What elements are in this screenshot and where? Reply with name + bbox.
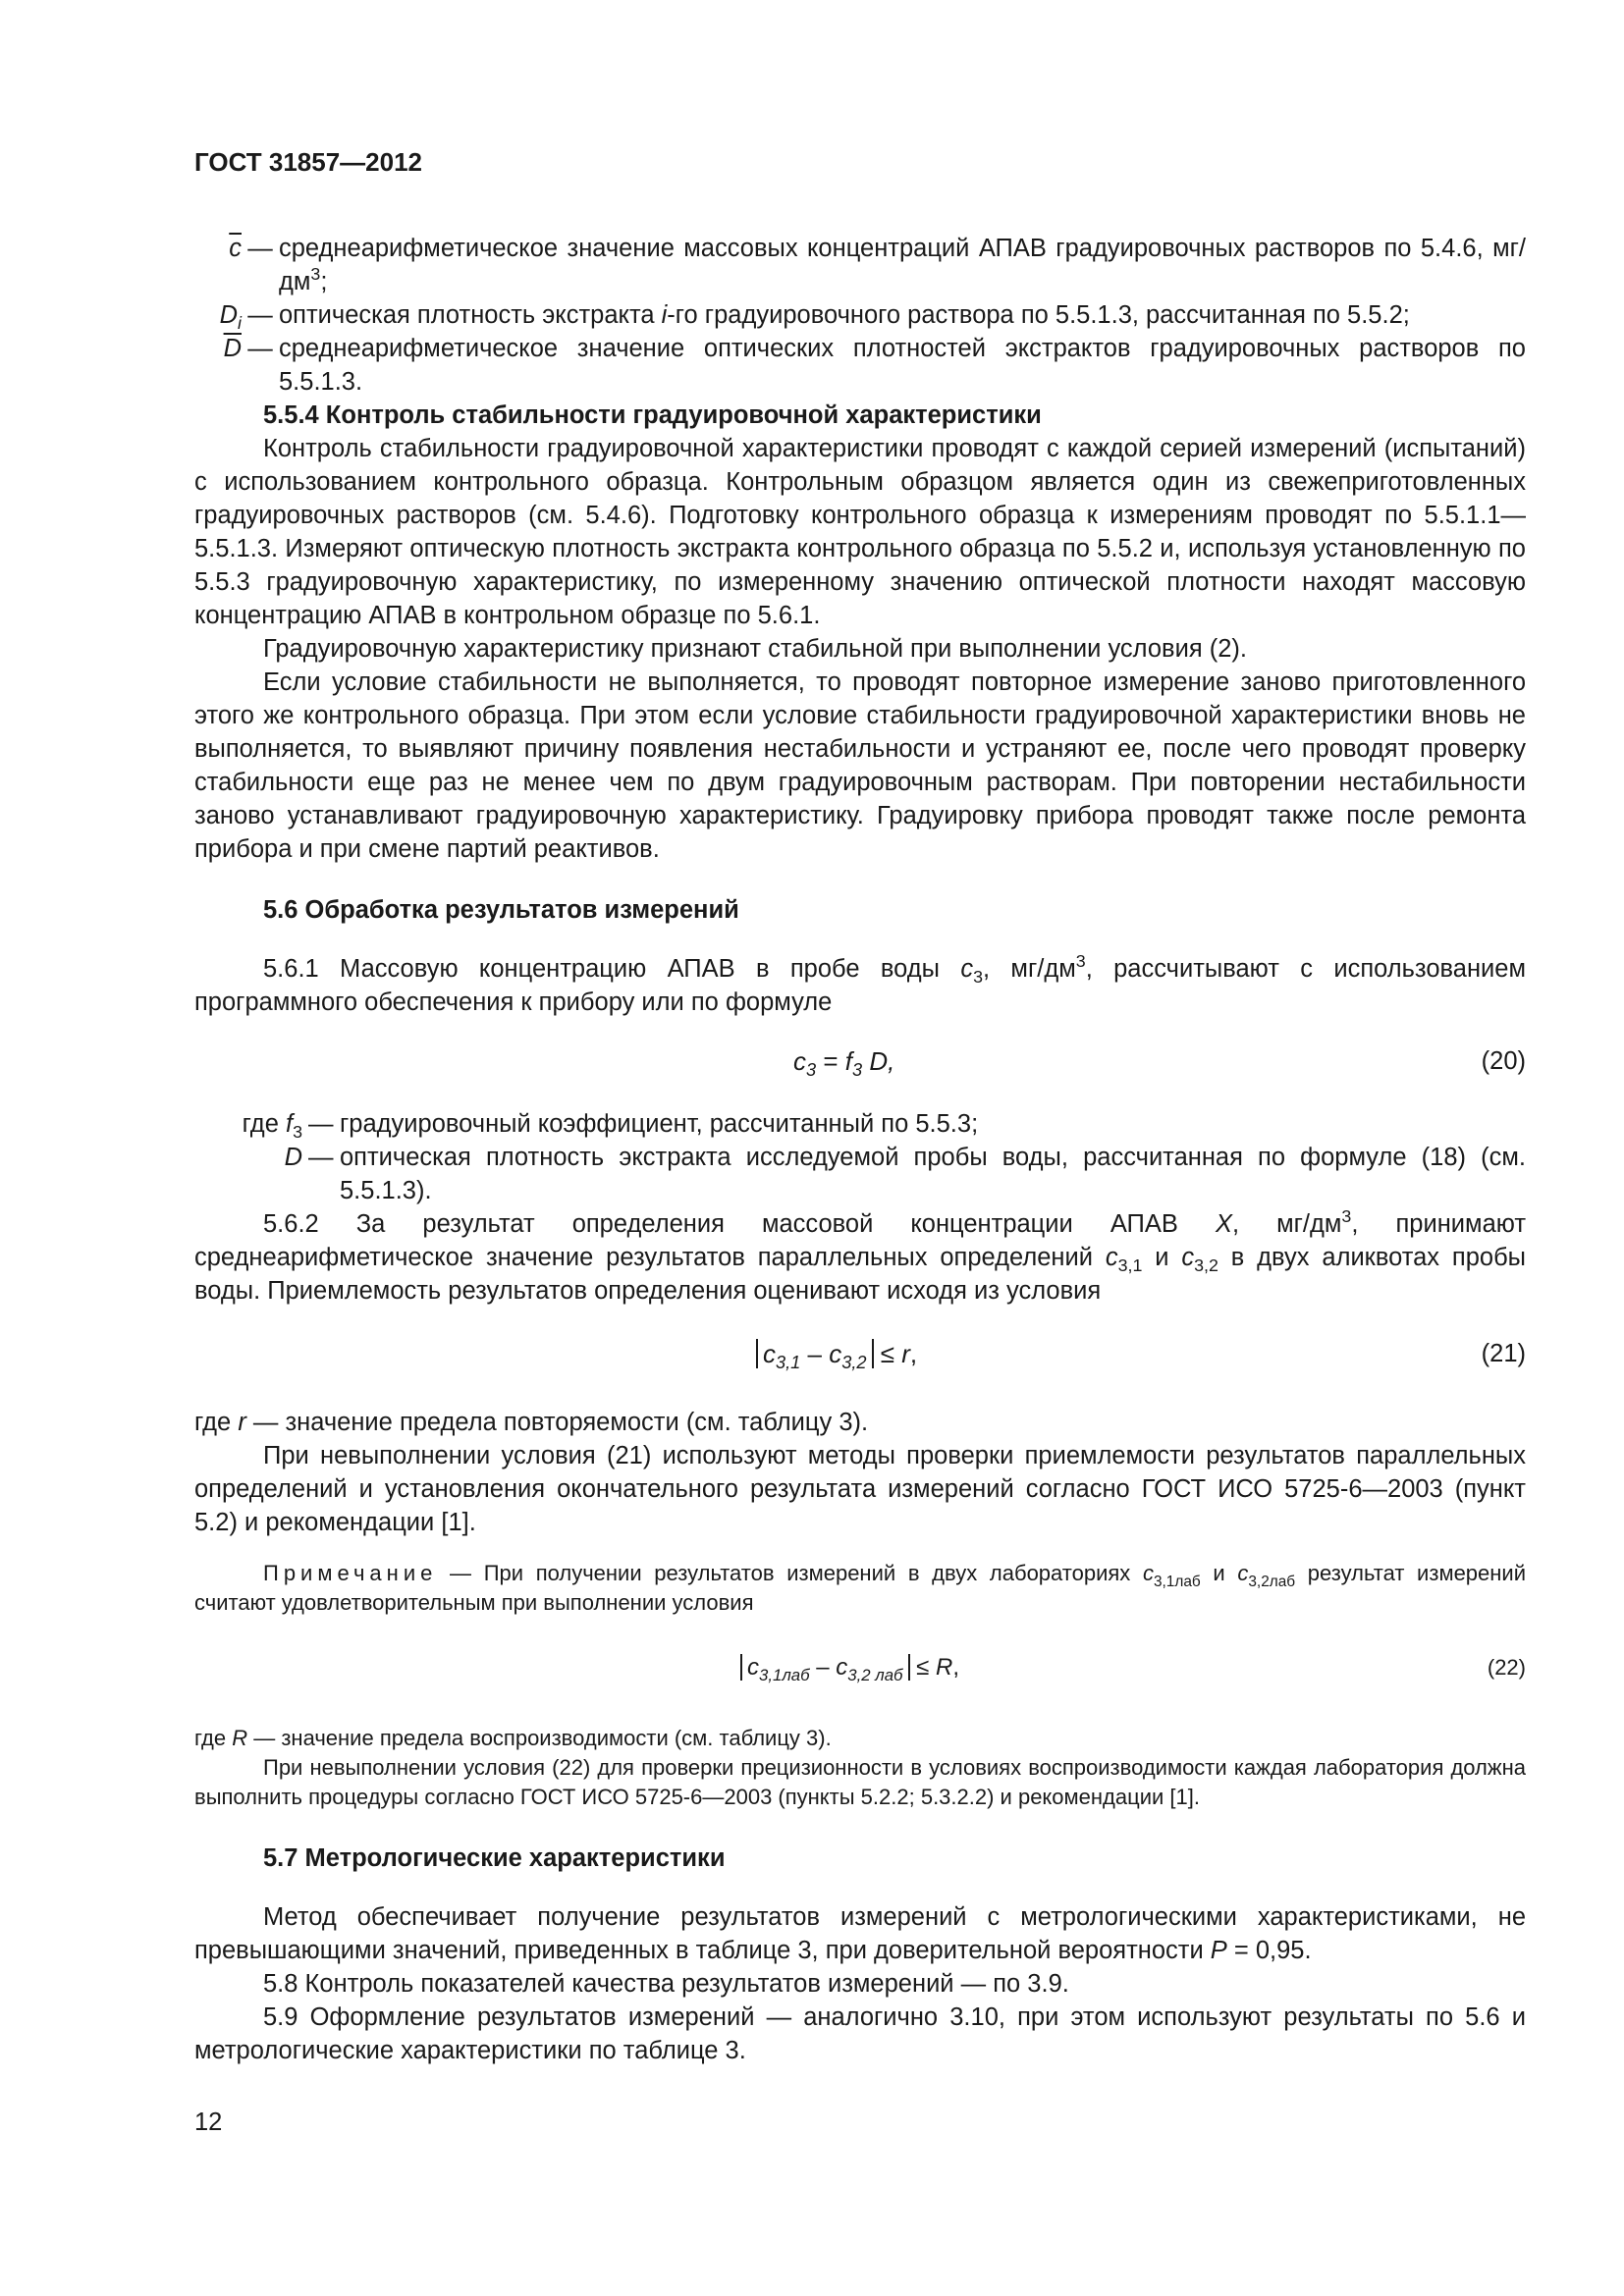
symbol-c-bar: $\overline{c}$ xyxy=(229,235,242,262)
formula-expression: $c_3 = f_3$ D, xyxy=(793,1046,895,1080)
paragraph-5-8: 5.8 Контроль показателей качества результатов измерений — по 3.9. xyxy=(263,1970,1069,1998)
formula-number: (21) xyxy=(1481,1340,1526,1367)
formula-22 xyxy=(194,1618,1526,1724)
formula-expression: $c_{3,1} - c_{3,2} \le r$, xyxy=(756,1337,917,1370)
formula-21 xyxy=(194,1308,1526,1406)
where-r: где r — значение предела повторяемости (см. таблицу 3). xyxy=(194,1409,869,1436)
page-number: 12 xyxy=(194,2109,223,2136)
dash: — xyxy=(308,1110,334,1138)
formula-number: (20) xyxy=(1481,1047,1526,1075)
paragraph-5-6-1: 5.6.1 Массовую концентрацию АПАВ в пробе воды $c_3$, $мг/дм^3$, рассчитывают с использованием программного обеспечения к прибору или по формуле xyxy=(194,951,1526,1016)
formula-number: (22) xyxy=(1487,1655,1526,1680)
paragraph: Если условие стабильности не выполняется, то проводят повторное измерение заново приготовленного этого же контрольного образца. При этом если условие стабильности градуировочной характеристики вновь не выполняется, то выявляют причину появления нестабильности и устраняют ее, после чего проводят проверку стабильности еще раз не менее чем по двум градуировочным растворам. При повторении нестабильности заново устанавливают градуировочную характеристику. Градуировку прибора проводят также после ремонта прибора и при смене партий реактивов. xyxy=(194,668,1526,863)
definitions-list xyxy=(194,232,1526,399)
section-heading-5-6: 5.6 Обработка результатов измерений xyxy=(263,896,739,924)
definition-d-bar: среднеарифметическое значение оптических плотностей экстрактов градуировочных растворов по 5.5.1.3. xyxy=(279,335,1526,396)
symbol-di: $D_i$ xyxy=(219,301,242,333)
note-paragraph: Примечание — При получении результатов измерений в двух лабораториях $c_{3,1лаб}$ и $c_{3,2лаб}$ результат измерений считают удовлетворительным при выполнении условия xyxy=(194,1561,1526,1615)
where-R: где R — значение предела воспроизводимости (см. таблицу 3). xyxy=(194,1726,832,1750)
where-text-d: оптическая плотность экстракта исследуемой пробы воды, рассчитанная по формуле (18) (см. 5.5.1.3). xyxy=(340,1144,1526,1204)
where-symbol-d: D xyxy=(284,1144,302,1171)
section-heading-5-5-4: 5.5.4 Контроль стабильности градуировочной характеристики xyxy=(263,401,1042,429)
where-list xyxy=(194,1107,1526,1207)
section-heading-5-7: 5.7 Метрологические характеристики xyxy=(263,1844,726,1872)
definition-di: оптическая плотность экстракта i-го градуировочного раствора по 5.5.1.3, рассчитанная по 5.5.2; xyxy=(279,301,1410,329)
dash: — xyxy=(308,1144,334,1171)
where-symbol-f3: где $f_3$ xyxy=(242,1110,302,1142)
paragraph-5-9: 5.9 Оформление результатов измерений — аналогично 3.10, при этом используют результаты по 5.6 и метрологические характеристики по таблице 3. xyxy=(194,2003,1526,2064)
standard-header: ГОСТ 31857—2012 xyxy=(194,147,422,177)
where-text-f3: градуировочный коэффициент, рассчитанный по 5.5.3; xyxy=(340,1110,979,1138)
paragraph: Метод обеспечивает получение результатов измерений с метрологическими характеристиками, не превышающими значений, приведенных в таблице 3, при доверительной вероятности P = 0,95. xyxy=(194,1903,1526,1964)
paragraph: При невыполнении условия (21) используют методы проверки приемлемости результатов параллельных определений и установления окончательного результата измерений согласно ГОСТ ИСО 5725-6—2003 (пункт 5.2) и рекомендации [1]. xyxy=(194,1442,1526,1536)
formula-20 xyxy=(194,1019,1526,1107)
symbol-d-bar: $\overline{D}$ xyxy=(223,335,242,362)
formula-expression: $c_{3,1лаб} - c_{3,2 лаб} \le R$, xyxy=(740,1653,959,1682)
paragraph: Градуировочную характеристику признают стабильной при выполнении условия (2). xyxy=(263,635,1247,663)
dash: — xyxy=(247,335,273,362)
definition-c-bar: среднеарифметическое значение массовых концентраций АПАВ градуировочных растворов по 5.4.6, $мг/дм^3$; xyxy=(279,235,1526,295)
paragraph-5-6-2: 5.6.2 За результат определения массовой концентрации АПАВ X, $мг/дм^3$, принимают среднеарифметическое значение результатов параллельных определений $c_{3,1}$ и $c_{3,2}$ в двух аликвотах пробы воды. Приемлемость результатов определения оценивают исходя из условия xyxy=(194,1206,1527,1305)
note-paragraph: При невыполнении условия (22) для проверки прецизионности в условиях воспроизводимости каждая лаборатория должна выполнить процедуры согласно ГОСТ ИСО 5725-6—2003 (пункты 5.2.2; 5.3.2.2) и рекомендации [1]. xyxy=(194,1755,1526,1809)
dash: — xyxy=(247,301,273,329)
dash: — xyxy=(247,235,273,262)
paragraph: Контроль стабильности градуировочной характеристики проводят с каждой серией измерений (испытаний) с использованием контрольного образца. Контрольным образцом является один из свежеприготовленных градуировочных растворов (см. 5.4.6). Подготовку контрольного образца к измерениям проводят по 5.5.1.1—5.5.1.3. Измеряют оптическую плотность экстракта контрольного образца по 5.5.2 и, используя установленную по 5.5.3 градуировочную характеристику, по измеренному значению оптической плотности находят массовую концентрацию АПАВ в контрольном образце по 5.6.1. xyxy=(194,435,1526,629)
page-content xyxy=(194,232,1526,2067)
note-block xyxy=(194,1559,1526,1812)
